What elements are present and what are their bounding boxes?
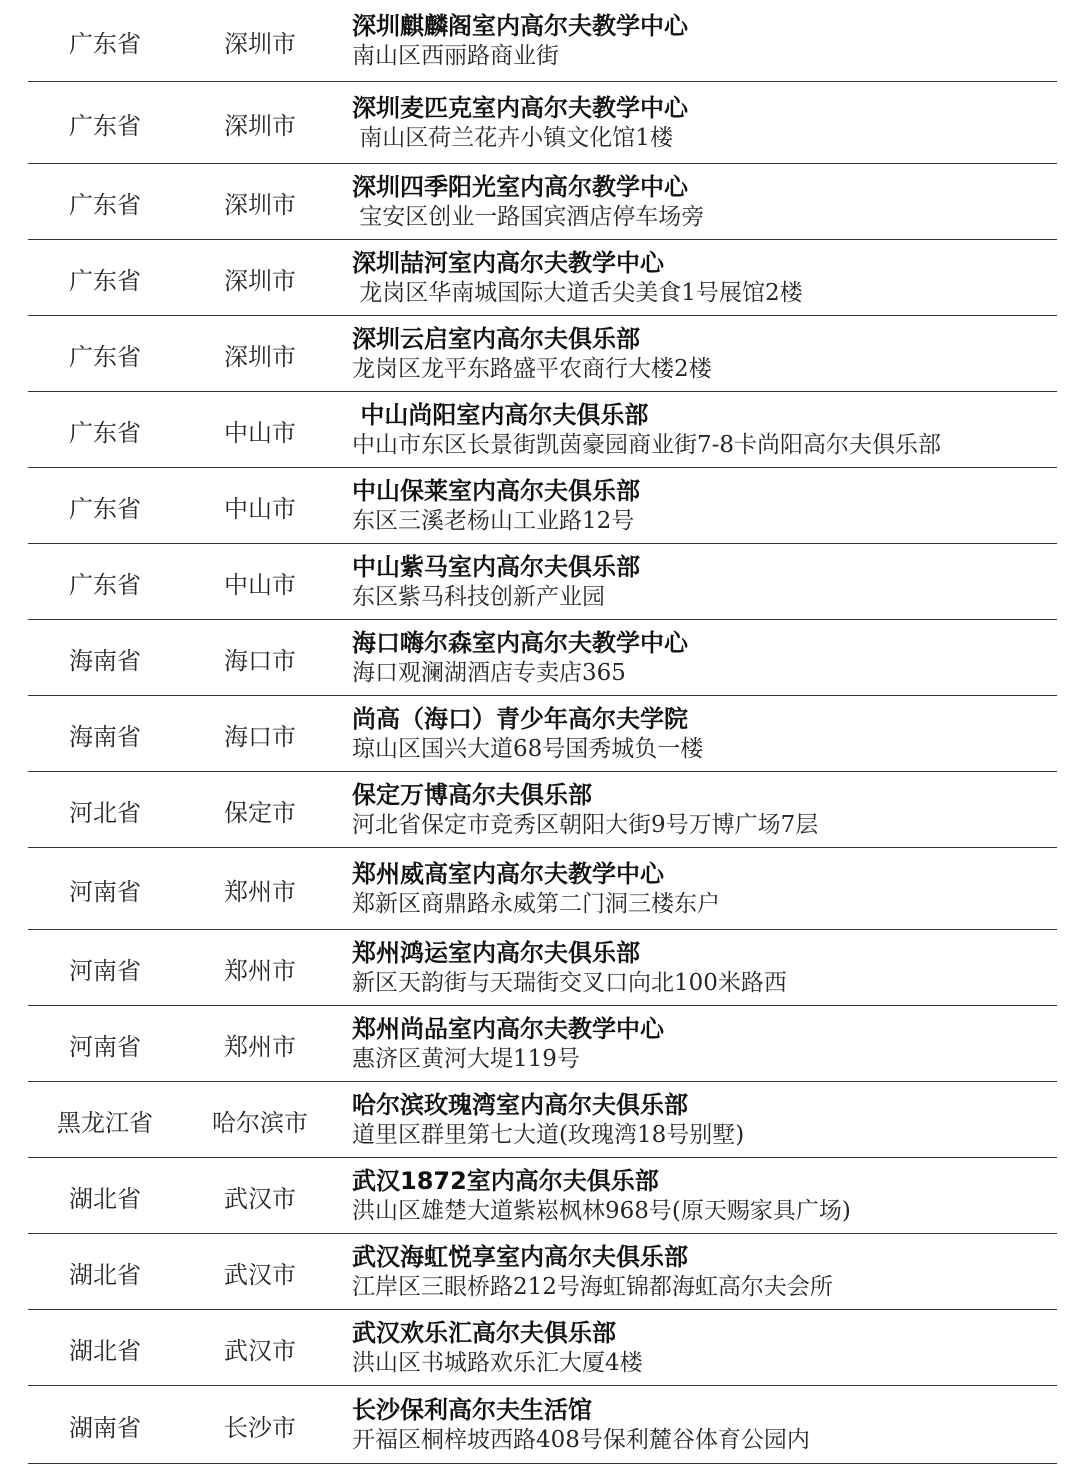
- venue-cell: [352, 1082, 1060, 1158]
- venue-address: 道里区群里第七大道(玫瑰湾18号别墅): [352, 1122, 745, 1148]
- venue-address: 龙岗区龙平东路盛平农商行大楼2楼: [352, 356, 712, 382]
- venue-name: 中山紫马室内高尔夫俱乐部: [352, 553, 640, 581]
- venue-name: 郑州鸿运室内高尔夫俱乐部: [352, 939, 640, 967]
- city-cell: 中山市: [224, 494, 296, 523]
- province-cell: 湖北省: [69, 1184, 141, 1213]
- table-row: [0, 468, 1080, 544]
- province-cell: 黑龙江省: [57, 1108, 153, 1137]
- table-row: [0, 772, 1080, 848]
- province-cell: 广东省: [69, 418, 141, 447]
- venue-name: 武汉欢乐汇高尔夫俱乐部: [352, 1319, 616, 1347]
- table-row: [0, 0, 1080, 82]
- city-cell: 深圳市: [224, 190, 296, 219]
- venue-cell: [352, 848, 1060, 930]
- province-cell: 广东省: [69, 266, 141, 295]
- province-cell: 海南省: [69, 722, 141, 751]
- table-row: [0, 240, 1080, 316]
- city-cell: 深圳市: [224, 111, 296, 140]
- venue-cell: [352, 164, 1060, 240]
- province-cell: 湖北省: [69, 1336, 141, 1365]
- table-row: [0, 848, 1080, 930]
- venue-name: 郑州尚品室内高尔夫教学中心: [352, 1015, 664, 1043]
- table-row: [0, 1234, 1080, 1310]
- venue-address: 龙岗区华南城国际大道舌尖美食1号展馆2楼: [352, 280, 803, 306]
- venue-cell: [352, 1386, 1060, 1464]
- table-row: [0, 1310, 1080, 1386]
- province-cell: 广东省: [69, 111, 141, 140]
- table-row: [0, 392, 1080, 468]
- province-cell: 河南省: [69, 877, 141, 906]
- venue-address: 河北省保定市竞秀区朝阳大街9号万博广场7层: [352, 812, 819, 838]
- venue-cell: [352, 316, 1060, 392]
- table-row: [0, 1006, 1080, 1082]
- venue-name: 中山保莱室内高尔夫俱乐部: [352, 477, 640, 505]
- venue-cell: [352, 392, 1060, 468]
- province-cell: 湖北省: [69, 1260, 141, 1289]
- venue-cell: [352, 544, 1060, 620]
- row-divider: [28, 1463, 1057, 1464]
- city-cell: 武汉市: [224, 1184, 296, 1213]
- city-cell: 保定市: [224, 798, 296, 827]
- city-cell: 郑州市: [224, 1032, 296, 1061]
- venue-address: 郑新区商鼎路永威第二门洞三楼东户: [352, 891, 720, 917]
- venue-cell: [352, 1006, 1060, 1082]
- city-cell: 深圳市: [224, 29, 296, 58]
- venue-cell: [352, 1234, 1060, 1310]
- venue-address: 琼山区国兴大道68号国秀城负一楼: [352, 736, 704, 762]
- city-cell: 中山市: [224, 570, 296, 599]
- city-cell: 郑州市: [224, 956, 296, 985]
- province-cell: 海南省: [69, 646, 141, 675]
- venue-name: 保定万博高尔夫俱乐部: [352, 781, 592, 809]
- venue-cell: [352, 82, 1060, 164]
- venue-cell: [352, 0, 1060, 82]
- table-row: [0, 696, 1080, 772]
- venue-address: 中山市东区长景街凯茵豪园商业街7-8卡尚阳高尔夫俱乐部: [352, 432, 942, 458]
- venue-name: 深圳麒麟阁室内高尔夫教学中心: [352, 12, 688, 40]
- venue-cell: [352, 240, 1060, 316]
- province-cell: 广东省: [69, 342, 141, 371]
- city-cell: 深圳市: [224, 266, 296, 295]
- venue-cell: [352, 1310, 1060, 1386]
- province-cell: 广东省: [69, 29, 141, 58]
- province-cell: 湖南省: [69, 1413, 141, 1442]
- venue-address: 洪山区雄楚大道紫崧枫林968号(原天赐家具广场): [352, 1198, 851, 1224]
- venue-cell: [352, 1158, 1060, 1234]
- table-row: [0, 316, 1080, 392]
- city-cell: 深圳市: [224, 342, 296, 371]
- city-cell: 海口市: [224, 646, 296, 675]
- venue-name: 哈尔滨玫瑰湾室内高尔夫俱乐部: [352, 1091, 688, 1119]
- table-row: [0, 930, 1080, 1006]
- province-cell: 广东省: [69, 190, 141, 219]
- venue-address: 南山区荷兰花卉小镇文化馆1楼: [352, 125, 673, 151]
- venue-name: 深圳麦匹克室内高尔夫教学中心: [352, 94, 688, 122]
- venue-address: 宝安区创业一路国宾酒店停车场旁: [352, 204, 705, 230]
- table-row: [0, 1386, 1080, 1464]
- province-cell: 河北省: [69, 798, 141, 827]
- province-cell: 河南省: [69, 956, 141, 985]
- city-cell: 长沙市: [224, 1413, 296, 1442]
- province-cell: 广东省: [69, 494, 141, 523]
- venue-name: 中山尚阳室内高尔夫俱乐部: [352, 401, 649, 429]
- venue-address: 东区三溪老杨山工业路12号: [352, 508, 635, 534]
- venue-address: 南山区西丽路商业街: [352, 43, 559, 69]
- table-row: [0, 1082, 1080, 1158]
- city-cell: 武汉市: [224, 1336, 296, 1365]
- venue-address: 东区紫马科技创新产业园: [352, 584, 605, 610]
- venue-address: 新区天韵街与天瑞街交叉口向北100米路西: [352, 970, 787, 996]
- city-cell: 哈尔滨市: [212, 1108, 308, 1137]
- venue-cell: [352, 930, 1060, 1006]
- venue-cell: [352, 468, 1060, 544]
- venue-address: 开福区桐梓坡西路408号保利麓谷体育公园内: [352, 1427, 810, 1453]
- venue-cell: [352, 696, 1060, 772]
- venue-name: 深圳云启室内高尔夫俱乐部: [352, 325, 640, 353]
- table-row: [0, 82, 1080, 164]
- city-cell: 海口市: [224, 722, 296, 751]
- table-row: [0, 164, 1080, 240]
- province-cell: 河南省: [69, 1032, 141, 1061]
- venue-name: 长沙保利高尔夫生活馆: [352, 1396, 592, 1424]
- venue-name: 尚高（海口）青少年高尔夫学院: [352, 705, 688, 733]
- venue-name: 深圳四季阳光室内高尔教学中心: [352, 173, 688, 201]
- venue-cell: [352, 620, 1060, 696]
- province-cell: 广东省: [69, 570, 141, 599]
- venue-name: 武汉海虹悦享室内高尔夫俱乐部: [352, 1243, 688, 1271]
- venue-cell: [352, 772, 1060, 848]
- city-cell: 中山市: [224, 418, 296, 447]
- venue-name: 郑州威高室内高尔夫教学中心: [352, 860, 664, 888]
- venue-name: 武汉1872室内高尔夫俱乐部: [352, 1167, 659, 1195]
- table-row: [0, 544, 1080, 620]
- venue-name: 深圳喆河室内高尔夫教学中心: [352, 249, 664, 277]
- venue-name: 海口嗨尔森室内高尔夫教学中心: [352, 629, 688, 657]
- table-row: [0, 620, 1080, 696]
- venue-address: 惠济区黄河大堤119号: [352, 1046, 580, 1072]
- city-cell: 武汉市: [224, 1260, 296, 1289]
- venue-address: 海口观澜湖酒店专卖店365: [352, 660, 626, 686]
- venue-address: 江岸区三眼桥路212号海虹锦都海虹高尔夫会所: [352, 1274, 833, 1300]
- venue-address: 洪山区书城路欢乐汇大厦4楼: [352, 1350, 643, 1376]
- city-cell: 郑州市: [224, 877, 296, 906]
- table-row: [0, 1158, 1080, 1234]
